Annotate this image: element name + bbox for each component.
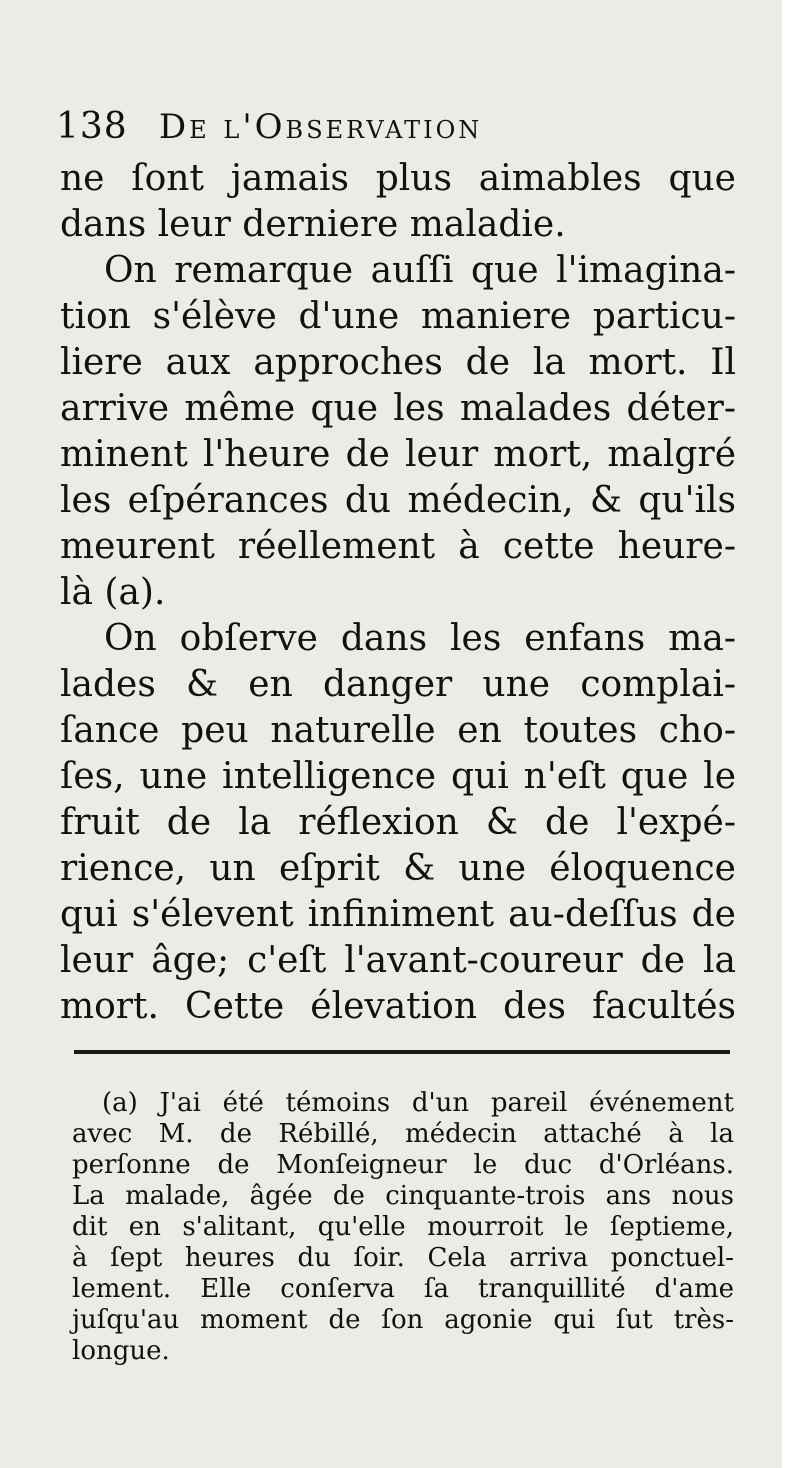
footnote-rule (74, 1050, 730, 1054)
text-line: fruit de la réflexion & de l'expé- (60, 802, 736, 843)
page-header (56, 106, 736, 158)
footnote-line: La malade, âgée de cinquante-trois ans nous (72, 1181, 734, 1211)
scan-margin (782, 0, 800, 1468)
text-line: liere aux approches de la mort. Il (60, 342, 736, 383)
footnote-line: avec M. de Rébillé, médecin attaché à la (72, 1119, 734, 1149)
footnote-line: (a) J'ai été témoins d'un pareil événement (102, 1088, 734, 1118)
footnote-line: perſonne de Monſeigneur le duc d'Orléans. (72, 1150, 734, 1180)
text-line: ne ſont jamais plus aimables que (60, 158, 736, 199)
body-text (60, 156, 736, 1030)
text-line: lades & en danger une complai- (60, 664, 736, 705)
text-line: là (a). (60, 572, 166, 613)
text-line: dans leur derniere maladie. (60, 204, 566, 245)
footnote-line: dit en s'alitant, qu'elle mourroit le ſeptieme, (72, 1212, 734, 1242)
footnote (72, 1088, 734, 1367)
running-title: De l'Observation (158, 107, 483, 147)
text-line: rience, un eſprit & une éloquence (60, 848, 736, 889)
footnote-line: à ſept heures du ſoir. Cela arriva ponctuel- (72, 1243, 734, 1273)
text-line: mort. Cette élevation des facultés (60, 986, 736, 1027)
text-line: ſes, une intelligence qui n'eſt que le (60, 756, 736, 797)
text-line: arrive même que les malades déter- (60, 388, 736, 429)
text-line: On remarque auſſi que l'imagina- (104, 250, 736, 291)
text-line: meurent réellement à cette heure- (60, 526, 736, 567)
text-line: On obſerve dans les enfans ma- (104, 618, 736, 659)
text-line: minent l'heure de leur mort, malgré (60, 434, 736, 475)
text-line: qui s'élevent infiniment au-deſſus de (60, 894, 736, 935)
text-line: les eſpérances du médecin, & qu'ils (60, 480, 736, 521)
page-number: 138 (56, 106, 128, 147)
text-line: tion s'élève d'une maniere particu- (60, 296, 736, 337)
footnote-line: juſqu'au moment de ſon agonie qui ſut très- (72, 1305, 734, 1335)
text-line: ſance peu naturelle en toutes cho- (60, 710, 736, 751)
footnote-line: longue. (72, 1336, 170, 1366)
footnote-line: lement. Elle conſerva ſa tranquillité d'ame (72, 1274, 734, 1304)
text-line: leur âge; c'eſt l'avant-coureur de la (60, 940, 736, 981)
